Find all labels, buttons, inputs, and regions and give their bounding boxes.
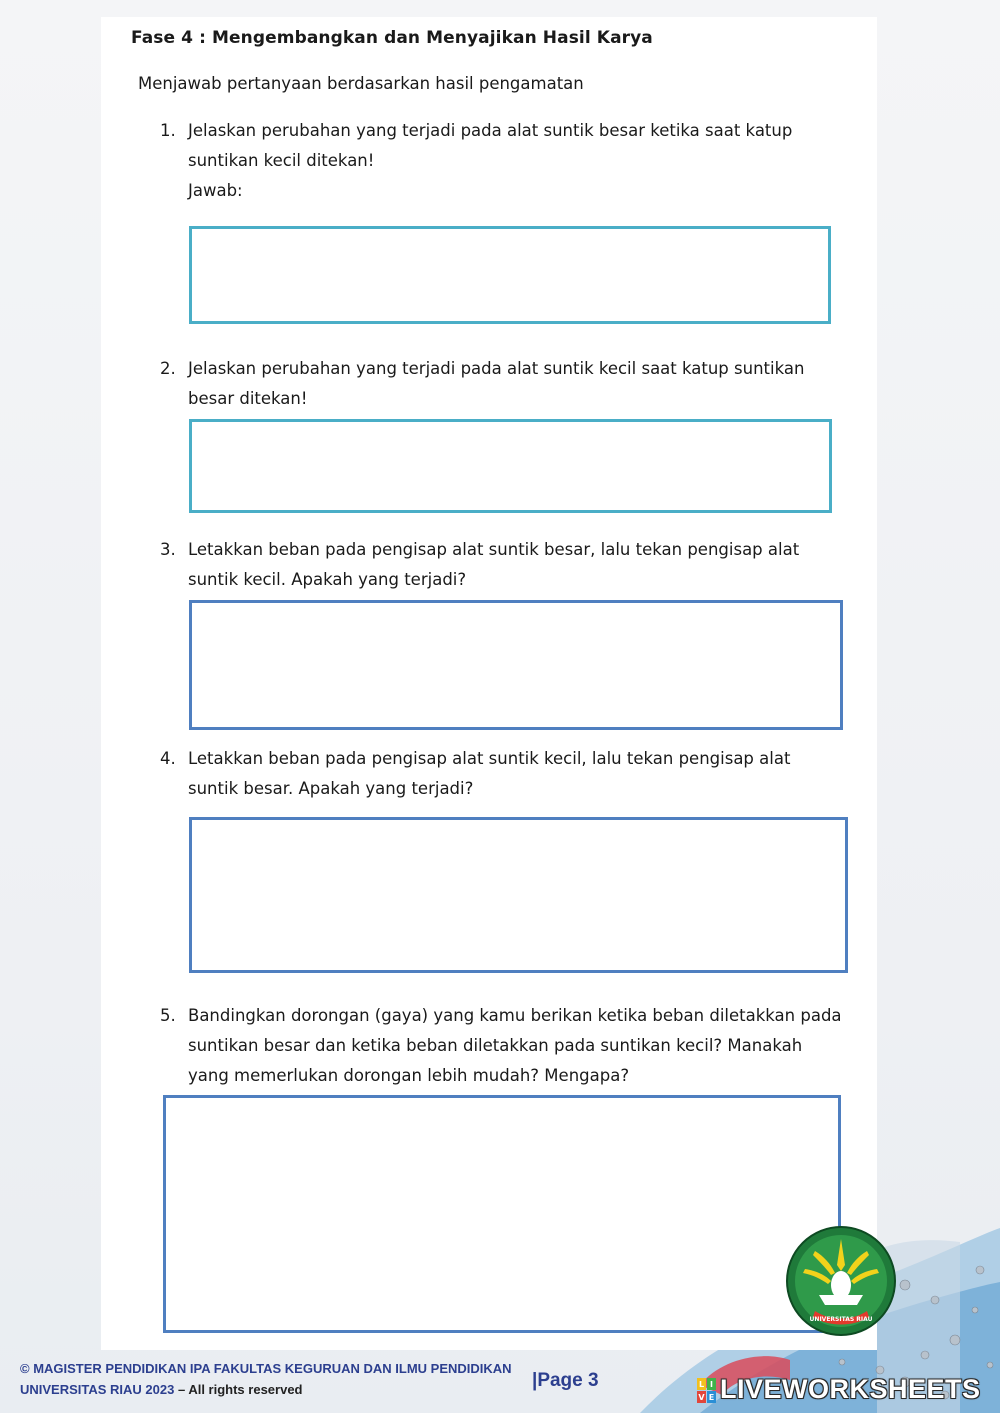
question-number: 2. bbox=[160, 359, 176, 378]
footer-copyright bbox=[20, 1358, 512, 1400]
footer-line-1: © MAGISTER PENDIDIKAN IPA FAKULTAS KEGURUAN DAN ILMU PENDIDIKAN bbox=[20, 1361, 512, 1376]
question-line: suntik kecil. Apakah yang terjadi? bbox=[188, 570, 467, 589]
question-line: Jelaskan perubahan yang terjadi pada alat suntik besar ketika saat katup bbox=[188, 121, 793, 140]
question-number: 4. bbox=[160, 749, 176, 768]
question-number: 1. bbox=[160, 121, 176, 140]
footer-line-2: UNIVERSITAS RIAU 2023 bbox=[20, 1382, 175, 1397]
answer-box-5[interactable] bbox=[163, 1095, 841, 1333]
question-line: yang memerlukan dorongan lebih mudah? Mengapa? bbox=[188, 1066, 630, 1085]
question-number: 5. bbox=[160, 1006, 176, 1025]
question-line: Bandingkan dorongan (gaya) yang kamu berikan ketika beban diletakkan pada bbox=[188, 1006, 842, 1025]
answer-box-4[interactable] bbox=[189, 817, 848, 973]
section-title: Fase 4 : Mengembangkan dan Menyajikan Hasil Karya bbox=[131, 28, 653, 48]
question-number: 3. bbox=[160, 540, 176, 559]
svg-text:I: I bbox=[710, 1380, 713, 1389]
liveworksheets-watermark: LIVEWORKSHEETS bbox=[720, 1374, 981, 1404]
logo-caption: UNIVERSITAS RIAU bbox=[809, 1316, 873, 1323]
answer-box-2[interactable] bbox=[189, 419, 832, 513]
question-line: suntik besar. Apakah yang terjadi? bbox=[188, 779, 474, 798]
page-number: |Page 3 bbox=[532, 1370, 599, 1391]
footer-rights: – All rights reserved bbox=[174, 1382, 303, 1397]
question-line: Jelaskan perubahan yang terjadi pada alat suntik kecil saat katup suntikan bbox=[188, 359, 805, 378]
university-logo-icon bbox=[785, 1225, 897, 1337]
question-line: Letakkan beban pada pengisap alat suntik kecil, lalu tekan pengisap alat bbox=[188, 749, 791, 768]
question-line: besar ditekan! bbox=[188, 389, 308, 408]
svg-text:E: E bbox=[708, 1393, 715, 1402]
answer-box-1[interactable] bbox=[189, 226, 831, 324]
instruction-text: Menjawab pertanyaan berdasarkan hasil pengamatan bbox=[138, 74, 584, 93]
liveworksheets-badge-icon bbox=[697, 1378, 717, 1404]
answer-label: Jawab: bbox=[188, 181, 243, 200]
svg-text:V: V bbox=[698, 1393, 705, 1402]
question-line: suntikan besar dan ketika beban diletakkan pada suntikan kecil? Manakah bbox=[188, 1036, 803, 1055]
svg-text:L: L bbox=[698, 1380, 705, 1389]
question-line: suntikan kecil ditekan! bbox=[188, 151, 375, 170]
answer-box-3[interactable] bbox=[189, 600, 843, 730]
question-line: Letakkan beban pada pengisap alat suntik besar, lalu tekan pengisap alat bbox=[188, 540, 800, 559]
